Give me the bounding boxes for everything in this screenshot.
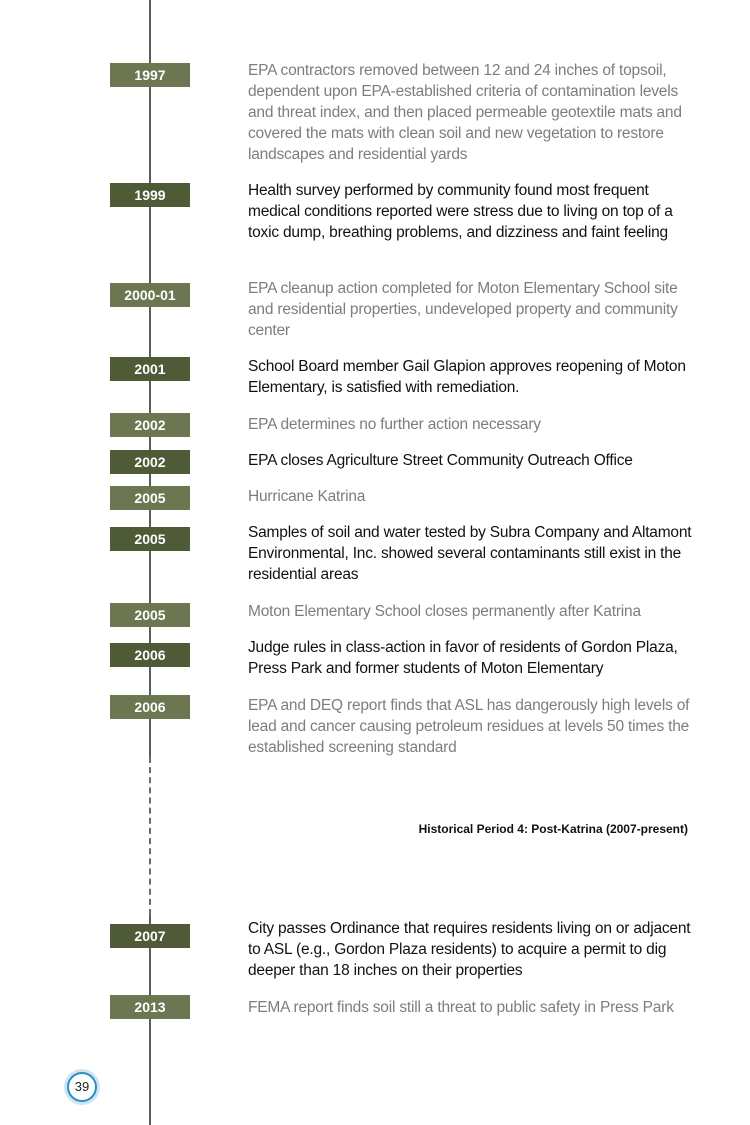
year-badge: 1999: [110, 183, 190, 207]
year-badge: 2000-01: [110, 283, 190, 307]
timeline-entry-text: Samples of soil and water tested by Subra Company and Altamont Environmental, Inc. showed several contaminants still exist in the residential areas: [248, 524, 692, 583]
timeline-entry-text: EPA determines no further action necessary: [248, 416, 541, 433]
year-badge: 1997: [110, 63, 190, 87]
page-number: 39: [67, 1072, 97, 1102]
timeline-entry-text: EPA closes Agriculture Street Community Outreach Office: [248, 452, 633, 469]
year-badge: 2002: [110, 450, 190, 474]
year-badge: 2013: [110, 995, 190, 1019]
year-badge: 2002: [110, 413, 190, 437]
timeline-entry-text: School Board member Gail Glapion approves reopening of Moton Elementary, is satisfied with remediation.: [248, 358, 686, 396]
timeline-entry-text: EPA cleanup action completed for Moton Elementary School site and residential properties, undeveloped property and community center: [248, 280, 678, 339]
year-badge: 2006: [110, 695, 190, 719]
year-badge: 2005: [110, 527, 190, 551]
timeline-entry-text: EPA contractors removed between 12 and 24 inches of topsoil, dependent upon EPA-established criteria of contamination levels and threat index, and then placed permeable geotextile mats and covered the mats with clean soil and new vegetation to restore landscapes and residential yards: [248, 62, 682, 163]
timeline-entry-text: Moton Elementary School closes permanently after Katrina: [248, 603, 641, 620]
year-badge: 2005: [110, 486, 190, 510]
timeline-axis-dashed: [149, 757, 151, 915]
year-badge: 2005: [110, 603, 190, 627]
year-badge: 2007: [110, 924, 190, 948]
timeline-entry-text: FEMA report finds soil still a threat to public safety in Press Park: [248, 999, 674, 1016]
timeline-entry-text: Hurricane Katrina: [248, 488, 366, 505]
year-badge: 2001: [110, 357, 190, 381]
timeline-entry-text: Judge rules in class-action in favor of residents of Gordon Plaza, Press Park and former students of Moton Elementary: [248, 639, 678, 677]
timeline-entry-text: Health survey performed by community found most frequent medical conditions reported were stress due to living on top of a toxic dump, breathing problems, and dizziness and faint feeling: [248, 182, 673, 241]
timeline-entry-text: EPA and DEQ report finds that ASL has dangerously high levels of lead and cancer causing petroleum residues at levels 50 times the established screening standard: [248, 697, 690, 756]
timeline-entry-text: City passes Ordinance that requires residents living on or adjacent to ASL (e.g., Gordon Plaza residents) to acquire a permit to dig deeper than 18 inches on their properties: [248, 920, 691, 979]
year-badge: 2006: [110, 643, 190, 667]
period-title: Historical Period 4: Post-Katrina (2007-present): [418, 822, 688, 836]
